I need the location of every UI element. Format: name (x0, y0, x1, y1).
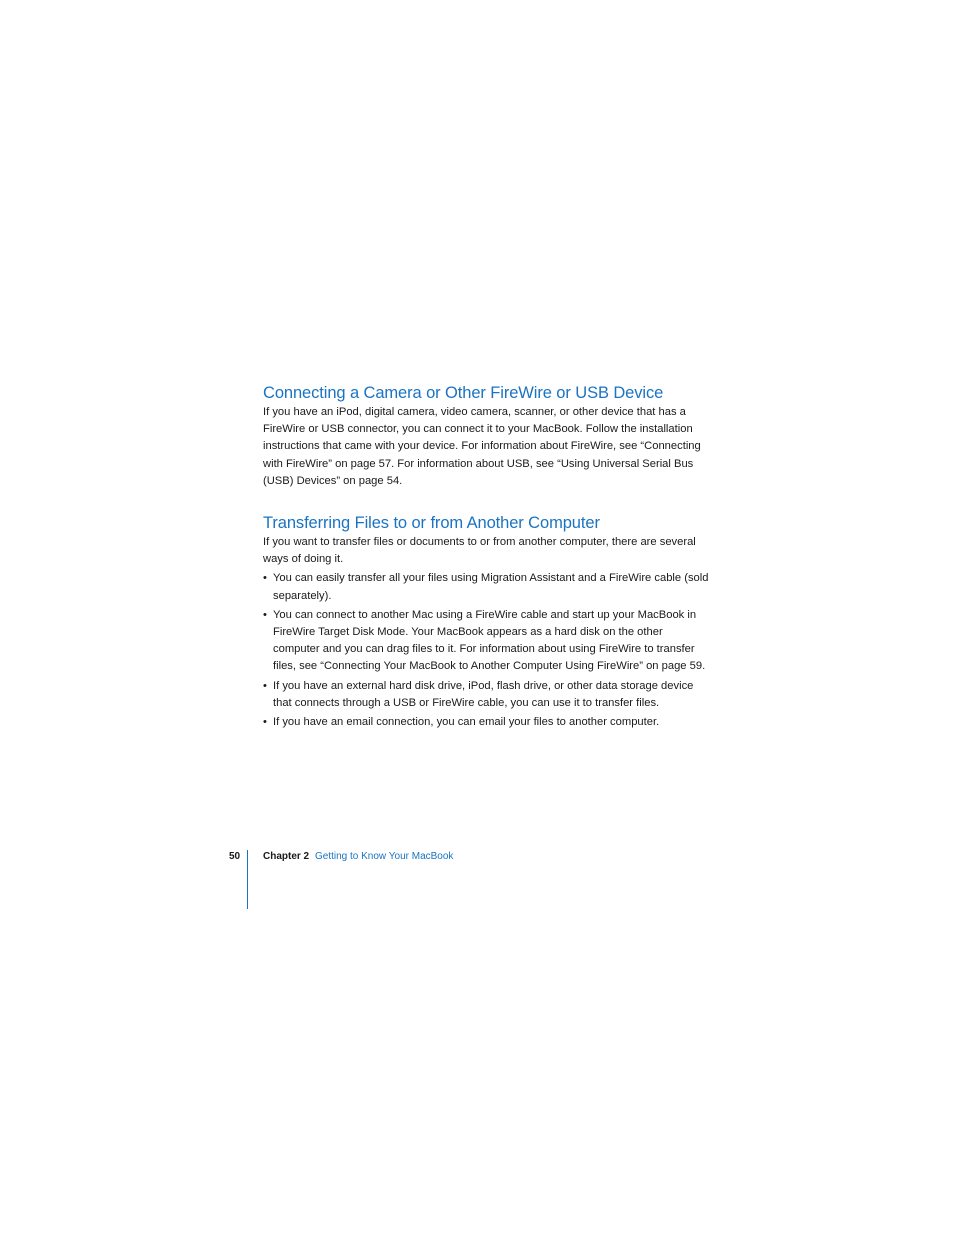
list-item (263, 607, 709, 676)
page-content (263, 382, 709, 731)
bullet-list (263, 570, 709, 731)
chapter-label: Chapter 2 (263, 851, 310, 862)
section-connecting-device (263, 382, 709, 490)
section-body: If you want to transfer files or documents to or from another computer, there are several ways of doing it. (263, 536, 696, 566)
list-item-text: If you have an email connection, you can email your files to another computer. (273, 716, 660, 729)
list-item-text: If you have an external hard disk drive, iPod, flash drive, or other data storage device that connects through a USB or FireWire cable, you can use it to transfer files. (273, 679, 694, 709)
list-item (263, 570, 709, 604)
list-item-text: You can easily transfer all your files using Migration Assistant and a FireWire cable (sold separately). (273, 572, 709, 602)
page-footer (0, 850, 954, 910)
footer-divider (247, 850, 248, 909)
list-item (263, 714, 709, 731)
chapter-title: Getting to Know Your MacBook (315, 851, 454, 862)
page-number: 50 (229, 851, 241, 862)
bullet-marker: • (263, 716, 267, 729)
bullet-marker: • (263, 679, 267, 692)
section-transferring-files (263, 512, 709, 731)
list-item (263, 678, 709, 712)
list-item-text: You can connect to another Mac using a FireWire cable and start up your MacBook in FireWire Target Disk Mode. Your MacBook appears as a hard disk on the other computer and you can drag files to it. For information about using FireWire to transfer files, see “Connecting Your MacBook to Another Computer Using FireWire” on page 59. (273, 608, 706, 673)
section-heading: Connecting a Camera or Other FireWire or USB Device (263, 384, 664, 402)
bullet-marker: • (263, 572, 267, 585)
section-heading: Transferring Files to or from Another Computer (263, 514, 600, 533)
bullet-marker: • (263, 608, 267, 621)
section-body: If you have an iPod, digital camera, video camera, scanner, or other device that has a FireWire or USB connector, you can connect it to your MacBook. Follow the installation instructions that came with your device. For information about FireWire, see “Connecting with FireWire” on page 57. For information about USB, see “Using Universal Serial Bus (USB) Devices” on page 54. (263, 406, 701, 487)
